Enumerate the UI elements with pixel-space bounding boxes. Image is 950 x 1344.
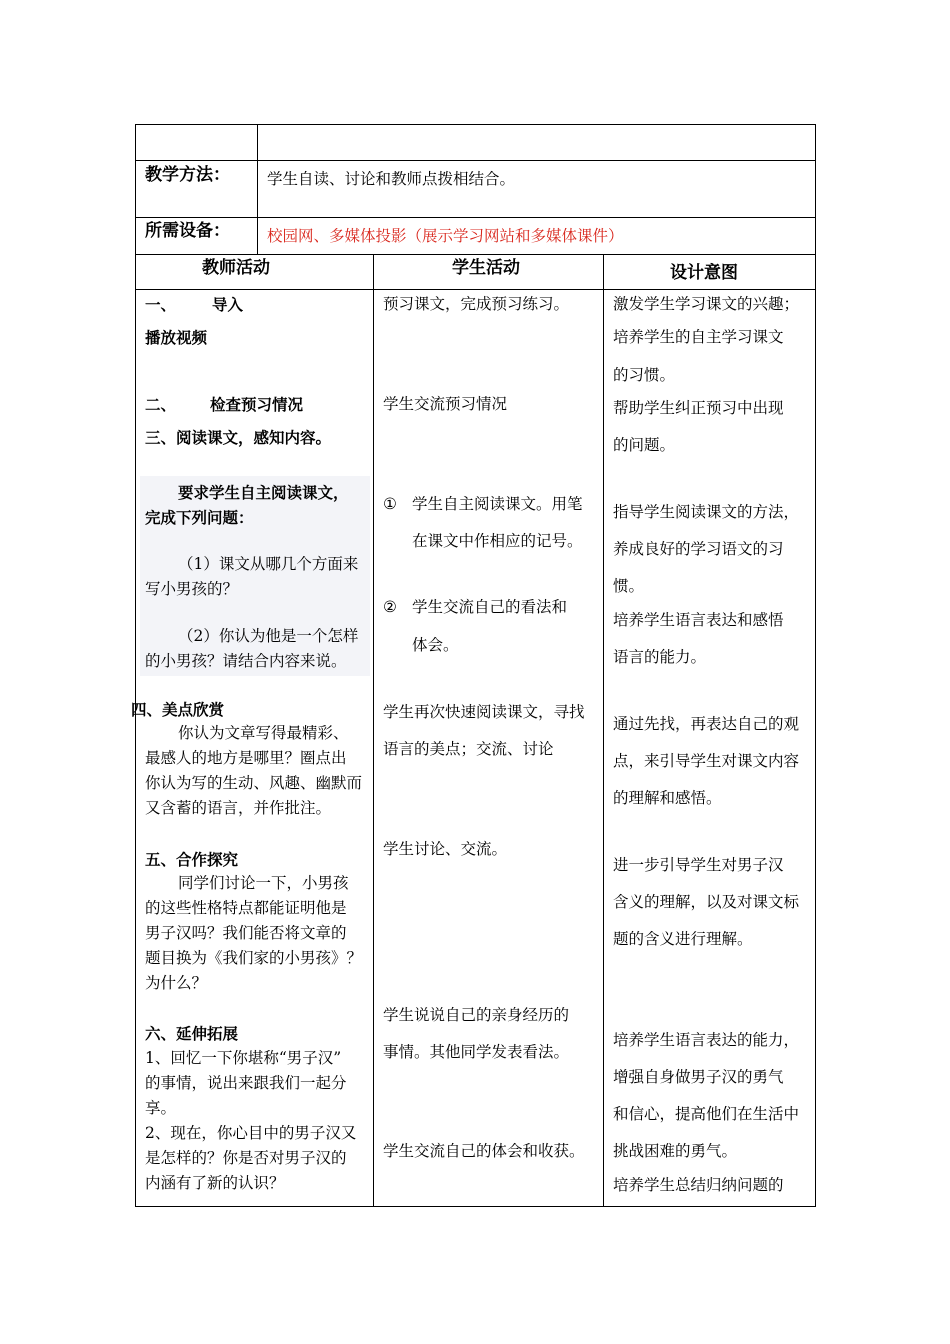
table-rule-label-col [257,124,258,254]
teacher-s6-l3: 享。 [145,1099,177,1117]
teacher-s4-l1: 你认为文章写得最精彩、 [178,724,349,742]
teacher-s5-l5: 为什么？ [145,974,208,992]
design-d7: 养成良好的学习语文的习 [613,540,784,558]
teacher-s4-l4: 又含蓄的语言，并作批注。 [145,799,332,817]
equipment-value: 校园网、多媒体投影（展示学习网站和多媒体课件） [267,227,624,245]
design-d1: 激发学生学习课文的兴趣； [613,295,800,313]
method-label: 教学方法： [145,165,230,185]
teacher-s5-l2: 的这些性格特点都能证明他是 [145,899,347,917]
teacher-s1-num: 一、 [145,295,177,314]
header-teacher-activity: 教师活动 [202,258,270,278]
student-a5-l2: 语言的美点；交流、讨论 [383,740,554,758]
table-rule-row1 [135,160,816,161]
design-d20: 挑战困难的勇气。 [613,1142,738,1160]
teacher-s5-l3: 男子汉吗？我们能否将文章的 [145,924,347,942]
teacher-s2-title: 检查预习情况 [210,395,304,414]
design-d17: 培养学生语言表达的能力， [613,1031,800,1049]
teacher-s6-l1: 1、回忆一下你堪称“男子汉” [145,1049,342,1067]
teacher-s6-l4: 2、现在，你心目中的男子汉又 [145,1124,357,1142]
equipment-label: 所需设备： [145,221,230,241]
teacher-s5: 五、合作探究 [145,850,239,869]
teacher-s2-num: 二、 [145,395,177,414]
teacher-s3: 三、阅读课文，感知内容。 [145,428,332,447]
design-d12: 点，来引导学生对课文内容 [613,752,800,770]
design-d10: 语言的能力。 [613,648,707,666]
teacher-s6-l6: 内涵有了新的认识？ [145,1174,285,1192]
student-a4-num: ② [383,598,397,616]
design-d13: 的理解和感悟。 [613,789,722,807]
student-a3-num: ① [383,495,397,513]
design-d15: 含义的理解，以及对课文标 [613,893,800,911]
student-a3-l1: 学生自主阅读课文。用笔 [412,495,583,513]
design-d5: 的问题。 [613,436,676,454]
table-rule-header [135,289,816,290]
teacher-s6-l5: 是怎样的？你是否对男子汉的 [145,1149,347,1167]
design-d8: 惯。 [613,577,645,595]
teacher-s5-l1: 同学们讨论一下，小男孩 [178,874,349,892]
teacher-s4-l3: 你认为写的生动、风趣、幽默而 [145,774,363,792]
design-d9: 培养学生语言表达和感悟 [613,611,784,629]
method-value: 学生自读、讨论和教师点拨相结合。 [267,170,516,188]
header-student-activity: 学生活动 [452,258,520,278]
teacher-q2-b: 的小男孩？请结合内容来说。 [145,652,347,670]
teacher-s4: 四、美点欣赏 [131,700,225,719]
design-d18: 增强自身做男子汉的勇气 [613,1068,784,1086]
teacher-s6: 六、延伸拓展 [145,1024,239,1043]
design-d4: 帮助学生纠正预习中出现 [613,399,784,417]
student-a4-l2: 体会。 [412,636,459,654]
student-a1: 预习课文，完成预习练习。 [383,295,570,313]
table-rule-row2 [135,217,816,218]
requirement-shade [140,476,370,676]
table-border-bottom [135,1206,816,1207]
table-border-left [135,124,136,1207]
teacher-req-1: 要求学生自主阅读课文， [178,483,349,502]
teacher-req-2: 完成下列问题： [145,508,254,527]
table-rule-col1 [373,254,374,1206]
teacher-s1-line: 播放视频 [145,328,208,347]
teacher-q1-a: （1）课文从哪几个方面来 [178,555,359,573]
teacher-s5-l4: 题目换为《我们家的小男孩》？ [145,949,363,967]
student-a8: 学生交流自己的体会和收获。 [383,1142,585,1160]
design-d21: 培养学生总结归纳问题的 [613,1176,784,1194]
student-a4-l1: 学生交流自己的看法和 [412,598,568,616]
student-a6: 学生讨论、交流。 [383,840,508,858]
table-rule-col2 [603,254,604,1206]
teacher-s4-l2: 最感人的地方是哪里？圈点出 [145,749,347,767]
design-d2: 培养学生的自主学习课文 [613,328,784,346]
design-d11: 通过先找，再表达自己的观 [613,715,800,733]
student-a7-l2: 事情。其他同学发表看法。 [383,1043,570,1061]
design-d6: 指导学生阅读课文的方法， [613,503,800,521]
design-d16: 题的含义进行理解。 [613,930,753,948]
table-border-right [815,124,816,1207]
design-d14: 进一步引导学生对男子汉 [613,856,784,874]
table-border-top [135,124,816,125]
teacher-s1-title: 导入 [212,295,244,314]
student-a7-l1: 学生说说自己的亲身经历的 [383,1006,570,1024]
teacher-q2-a: （2）你认为他是一个怎样 [178,627,359,645]
student-a5-l1: 学生再次快速阅读课文，寻找 [383,703,585,721]
header-design-intent: 设计意图 [670,263,738,283]
design-d3: 的习惯。 [613,366,676,384]
student-a2: 学生交流预习情况 [383,395,508,413]
student-a3-l2: 在课文中作相应的记号。 [412,532,583,550]
teacher-s6-l2: 的事情，说出来跟我们一起分 [145,1074,347,1092]
design-d19: 和信心，提高他们在生活中 [613,1105,800,1123]
teacher-q1-b: 写小男孩的？ [145,580,239,598]
table-rule-row3 [135,254,816,255]
